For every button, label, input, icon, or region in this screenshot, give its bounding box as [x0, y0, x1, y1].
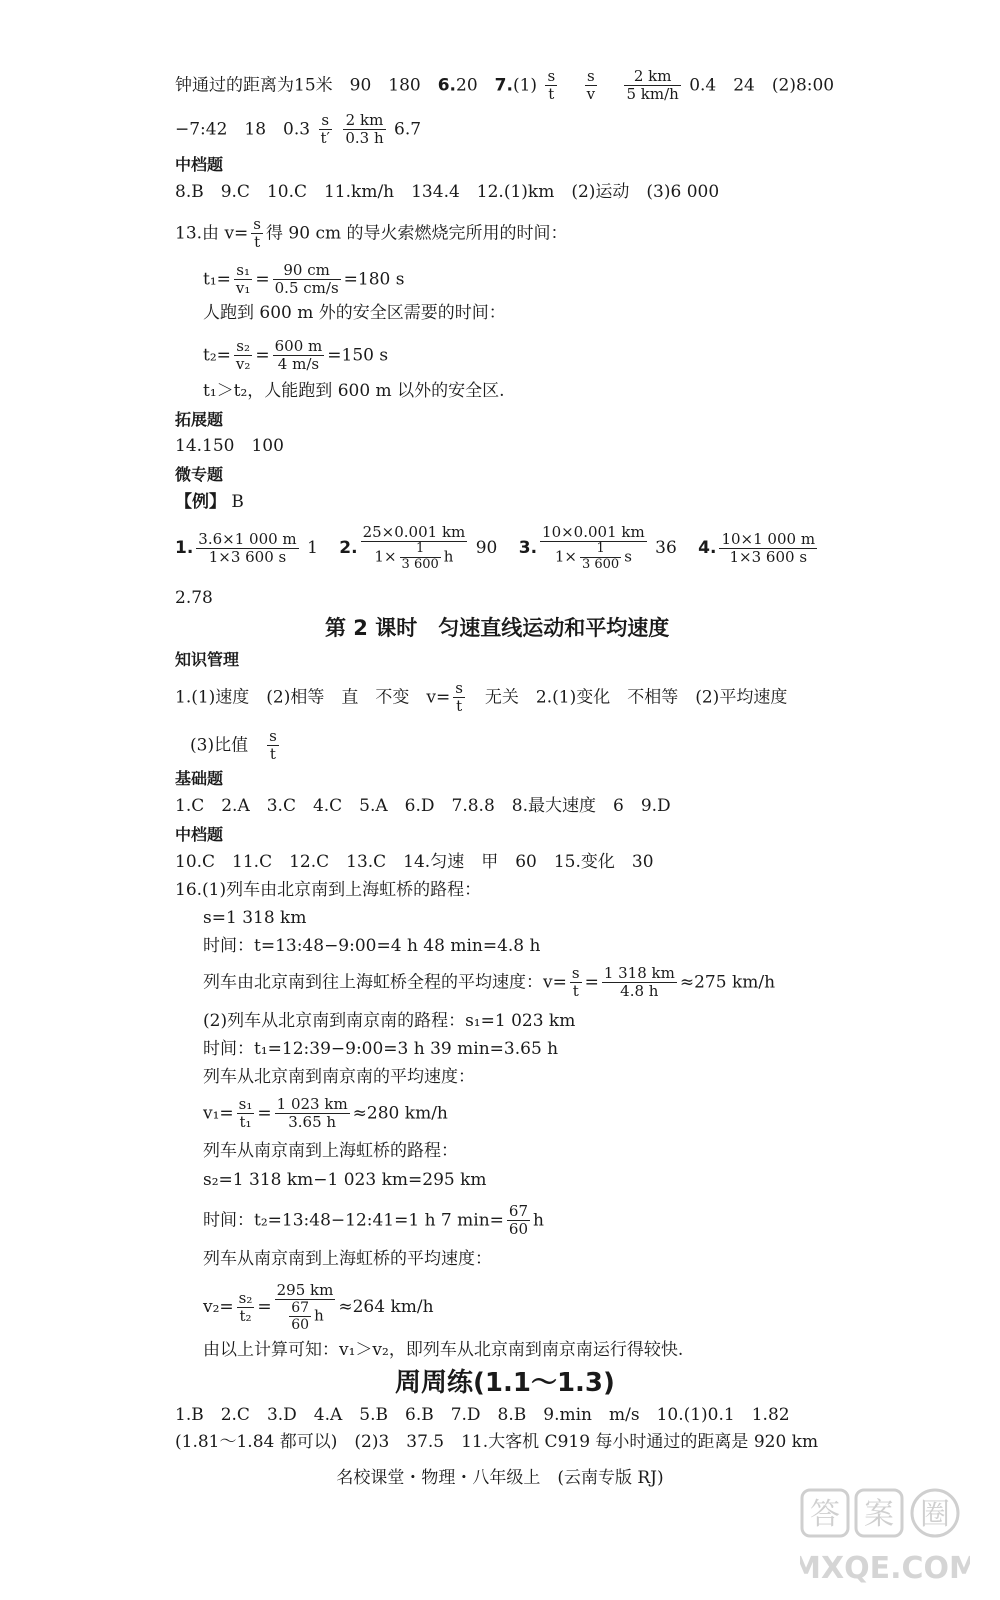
- answer-line: 时间：t=13:48−9:00=4 h 48 min=4.8 h: [203, 936, 541, 956]
- answer-line: [175, 68, 834, 104]
- section-heading: 基础题: [175, 769, 224, 788]
- answer-line: 14.150 100: [175, 436, 284, 456]
- fraction: $\frac{s}{t}$: [253, 215, 261, 252]
- fraction: $\frac{s}{t}$: [269, 727, 277, 764]
- fraction: $\frac{\text{s₂}}{\text{t₂}}$: [238, 1288, 253, 1326]
- answer-line: 8.B 9.C 10.C 11.km/h 134.4 12.(1)km (2)运动 (3)6 000: [175, 182, 720, 202]
- page-footer: 名校课堂・物理・八年级上 (云南专版 RJ): [336, 1468, 664, 1488]
- answer-line: (3)比值 $\frac{s}{t}$: [190, 727, 277, 764]
- example-label: 【例】: [175, 492, 226, 512]
- svg-text:圈: 圈: [920, 1497, 950, 1532]
- answer-line: s₂=1 318 km−1 023 km=295 km: [203, 1170, 487, 1190]
- fraction: 295 km $\frac{67}{60}$ h: [276, 1281, 334, 1334]
- section-heading: 拓展题: [175, 410, 224, 429]
- text: (1): [512, 75, 538, 96]
- formula-line: 1. $\frac{3.6\times 1 000 m}{1\times 3 600 s}$ 1 2. 25×0.001 km 1× $\frac{1}{3 600}$ h 90 3. 10×0.001 km 1× $\frac{1}{3 600}$ s 36 4. $\frac{10\times 1 000 m}{1\times 3 600 s}$: [175, 523, 816, 573]
- fraction: $\frac{10\times 1 000 m}{1\times 3 600 s}$: [721, 529, 816, 567]
- section-title: 周周练(1.1～1.3): [395, 1368, 615, 1398]
- answer-line: [175, 494, 244, 511]
- answer-line: 列车从南京南到上海虹桥的平均速度：: [203, 1249, 492, 1269]
- svg-text:MXQE.COM: MXQE.COM: [800, 1551, 970, 1586]
- fraction: $\frac{1 023 km}{3.65 h}$: [276, 1095, 348, 1132]
- answer-line: 16.(1)列车由北京南到上海虹桥的路程：: [175, 880, 482, 900]
- svg-text:案: 案: [864, 1497, 894, 1532]
- question-number: 6.: [437, 75, 457, 96]
- answer-line: 10.C 11.C 12.C 13.C 14.匀速 甲 60 15.变化 30: [175, 852, 654, 872]
- fraction: $\frac{2 km}{0.3 h}$: [345, 111, 384, 148]
- fraction: $\frac{s}{t}$: [455, 679, 463, 716]
- fraction: 25×0.001 km 1× $\frac{1}{3 600}$ h: [362, 523, 466, 573]
- fraction: $\frac{600 m}{4 m/s}$: [274, 337, 323, 374]
- formula-line: 时间：t₂=13:48−12:41=1 h 7 min= $\frac{67}{60}$ h: [203, 1202, 544, 1239]
- answer-line: 列车从北京南到南京南的平均速度：: [203, 1067, 475, 1087]
- section-title: 第 2 课时 匀速直线运动和平均速度: [325, 616, 670, 640]
- fraction: $\frac{s}{t}$: [547, 67, 556, 104]
- answer-line: (1.81～1.84 都可以) (2)3 37.5 11.大客机 C919 每小时通过的距离是 920 km: [175, 1432, 819, 1452]
- answer-line: 1.(1)速度 (2)相等 直 不变 v= $\frac{s}{t}$ 无关 2.(1)变化 不相等 (2)平均速度: [175, 679, 788, 716]
- fraction: $\frac{s}{v}$: [586, 67, 596, 104]
- formula-line: v₁= $\frac{\text{s₁}}{\text{t₁}}$ = $\frac{1 023 km}{3.65 h}$ ≈280 km/h: [203, 1095, 448, 1132]
- text: 钟通过的距离为15米 90 180: [175, 75, 438, 96]
- fraction: $\frac{s}{t}$: [571, 964, 580, 1001]
- fraction: $\frac{s}{t'}$: [320, 111, 330, 148]
- section-heading: 知识管理: [175, 650, 240, 669]
- watermark-logo: [800, 1488, 970, 1588]
- section-heading: 微专题: [175, 465, 224, 484]
- text: 6.7: [394, 119, 422, 140]
- fraction: $\frac{\text{s₁}}{\text{v₁}}$: [235, 261, 251, 298]
- answer-line: 1.B 2.C 3.D 4.A 5.B 6.B 7.D 8.B 9.min m/s 10.(1)0.1 1.82: [175, 1405, 790, 1425]
- question-number: 7.: [494, 75, 513, 96]
- answer-line: t₁＞t₂，人能跑到 600 m 以外的安全区.: [203, 381, 505, 401]
- formula-line: 列车由北京南到往上海虹桥全程的平均速度：v= $\frac{s}{t}$ = $\frac{1 318 km}{4.8 h}$ ≈275 km/h: [203, 964, 776, 1001]
- answer-line: (2)列车从北京南到南京南的路程：s₁=1 023 km: [203, 1011, 576, 1031]
- fraction: $\frac{2 km}{5 km/h}$: [626, 67, 679, 104]
- fraction: $\frac{\text{s₁}}{\text{t₁}}$: [238, 1095, 253, 1132]
- fraction: $\frac{3.6\times 1 000 m}{1\times 3 600 s}$: [198, 529, 297, 567]
- answer-line: [175, 112, 421, 148]
- formula-line: t₂= $\frac{\text{s₂}}{\text{v₂}}$ = $\frac{600 m}{4 m/s}$ =150 s: [203, 337, 389, 374]
- text: 0.4 24 (2)8:00: [689, 75, 835, 96]
- fraction: $\frac{67}{60}$: [508, 1202, 528, 1239]
- answer-line: s=1 318 km: [203, 908, 307, 928]
- formula-line: v₂= $\frac{\text{s₂}}{\text{t₂}}$ = 295 km $\frac{67}{60}$ h ≈264 km/h: [203, 1281, 434, 1334]
- answer-line: 人跑到 600 m 外的安全区需要的时间：: [203, 303, 506, 323]
- answer-line: 2.78: [175, 588, 213, 608]
- fraction: $\frac{\text{s₂}}{\text{v₂}}$: [235, 337, 251, 374]
- svg-text:答: 答: [810, 1497, 840, 1532]
- section-heading: 中档题: [175, 155, 224, 174]
- answer-line: 13.由 v= $\frac{s}{t}$ 得 90 cm 的导火索燃烧完所用的时间：: [175, 215, 568, 252]
- answer-line: 1.C 2.A 3.C 4.C 5.A 6.D 7.8.8 8.最大速度 6 9.D: [175, 796, 671, 816]
- section-heading: 中档题: [175, 825, 224, 844]
- text: 20: [456, 75, 495, 96]
- fraction: 10×0.001 km 1× $\frac{1}{3 600}$ s: [542, 523, 645, 573]
- answer-line: 时间：t₁=12:39−9:00=3 h 39 min=3.65 h: [203, 1039, 559, 1059]
- answer-line: 由以上计算可知：v₁＞v₂，即列车从北京南到南京南运行得较快.: [203, 1340, 684, 1360]
- formula-line: t₁= $\frac{\text{s₁}}{\text{v₁}}$ = $\frac{90 cm}{0.5 cm/s}$ =180 s: [203, 261, 405, 298]
- text: −7:42 18 0.3: [175, 119, 311, 140]
- fraction: $\frac{1 318 km}{4.8 h}$: [603, 964, 675, 1001]
- fraction: $\frac{90 cm}{0.5 cm/s}$: [274, 261, 339, 298]
- answer-line: 列车从南京南到上海虹桥的路程：: [203, 1141, 458, 1161]
- text: B: [231, 492, 244, 512]
